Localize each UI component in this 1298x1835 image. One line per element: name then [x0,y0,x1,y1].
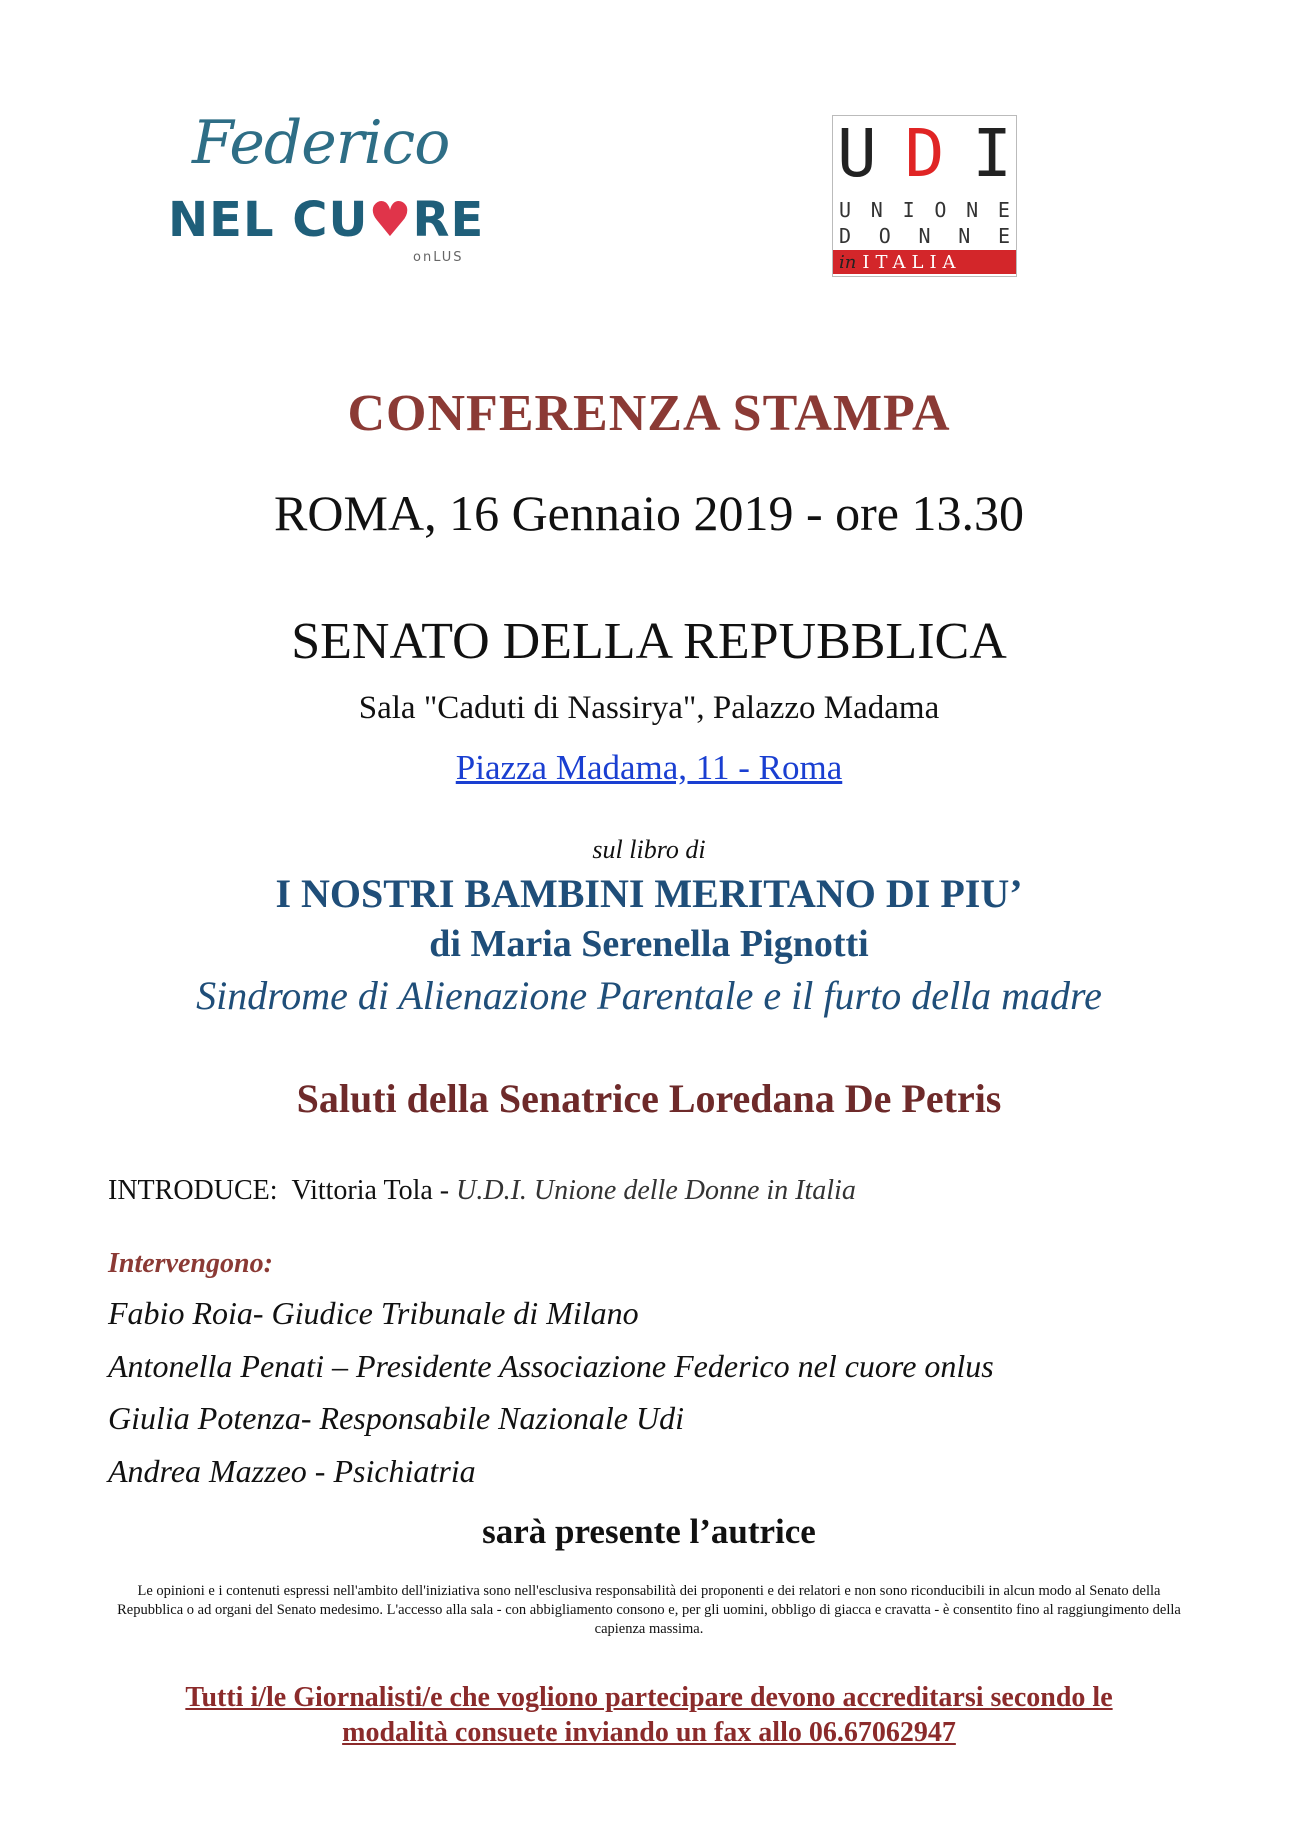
accreditation-line-2: modalità consuete inviando un fax allo 06.67062947 [342,1717,956,1748]
author-present-note: sarà presente l’autrice [482,1512,816,1551]
udi-donne [839,224,1010,248]
book-intro: sul libro di [592,835,706,864]
logo-re-text: RE [412,192,485,248]
udi-unione [839,198,1010,222]
udi-letter-i: I [972,115,1012,192]
logo-onlus-text: onLUS [413,250,464,265]
udi-char: U [839,198,852,222]
greetings: Saluti della Senatrice Loredana De Petris [296,1076,1002,1121]
udi-char: N [966,198,979,222]
logo-nel-cuore-text [168,192,484,248]
speaker-item: Andrea Mazzeo - Psichiatria [108,1453,476,1489]
heart-icon: ♥ [368,192,413,248]
udi-char: D [839,224,852,248]
udi-char: N [918,224,931,248]
event-date: ROMA, 16 Gennaio 2019 - ore 13.30 [274,485,1024,541]
udi-char: N [870,198,883,222]
udi-italia-bar [833,250,1016,274]
logo-nel-text: NEL CU [168,192,369,248]
introduce-line [108,1175,856,1207]
udi-char: I [902,198,915,222]
venue-hall: Sala "Caduti di Nassirya", Palazzo Madama [358,690,940,726]
udi-in-text: in [839,251,857,273]
udi-letters [837,116,1012,192]
accreditation-notice [100,1680,1198,1750]
press-conference-title: CONFERENZA STAMPA [347,385,951,442]
accreditation-line-1: Tutti i/le Giornalisti/e che vogliono partecipare devono accreditarsi secondo le [185,1682,1113,1713]
udi-char: E [997,198,1010,222]
disclaimer-text: Le opinioni e i contenuti espressi nell'ambito dell'iniziativa sono nell'esclusiva responsabilità dei proponenti e dei relatori e non sono riconducibili in alcun modo al Senato della Repubblica o ad organi del Senato medesimo. L'accesso alla sala - con abbigliamento consono e, per gli uomini, obbligo di giacca e cravatta - è consentito fino al raggiungimento della capienza massima. [117,1583,1181,1637]
speaker-item: Antonella Penati – Presidente Associazione Federico nel cuore onlus [108,1348,994,1384]
udi-letter-u: U [837,115,877,192]
speaker-item: Fabio Roia- Giudice Tribunale di Milano [108,1295,639,1331]
book-author: di Maria Serenella Pignotti [429,923,869,965]
speakers-label: Intervengono: [108,1248,273,1279]
venue-address-link[interactable]: Piazza Madama, 11 - Roma [455,748,843,787]
udi-char: N [958,224,971,248]
udi-char: O [878,224,891,248]
udi-letter-d: D [904,115,945,192]
venue-name: SENATO DELLA REPUBBLICA [291,613,1007,670]
introduce-name: Vittoria Tola - [291,1175,457,1206]
federico-nel-cuore-logo [168,108,488,276]
udi-char: E [997,224,1010,248]
udi-italia-text: ITALIA [862,251,962,273]
book-subtitle: Sindrome di Alienazione Parentale e il furto della madre [196,973,1102,1018]
logo-script-text: Federico [192,108,450,178]
udi-char: O [934,198,947,222]
speaker-item: Giulia Potenza- Responsabile Nazionale Udi [108,1400,684,1436]
introduce-label: INTRODUCE: [108,1175,278,1206]
udi-logo [832,115,1017,277]
book-title: I NOSTRI BAMBINI MERITANO DI PIU’ [275,871,1023,916]
introduce-org: U.D.I. Unione delle Donne in Italia [456,1175,856,1206]
